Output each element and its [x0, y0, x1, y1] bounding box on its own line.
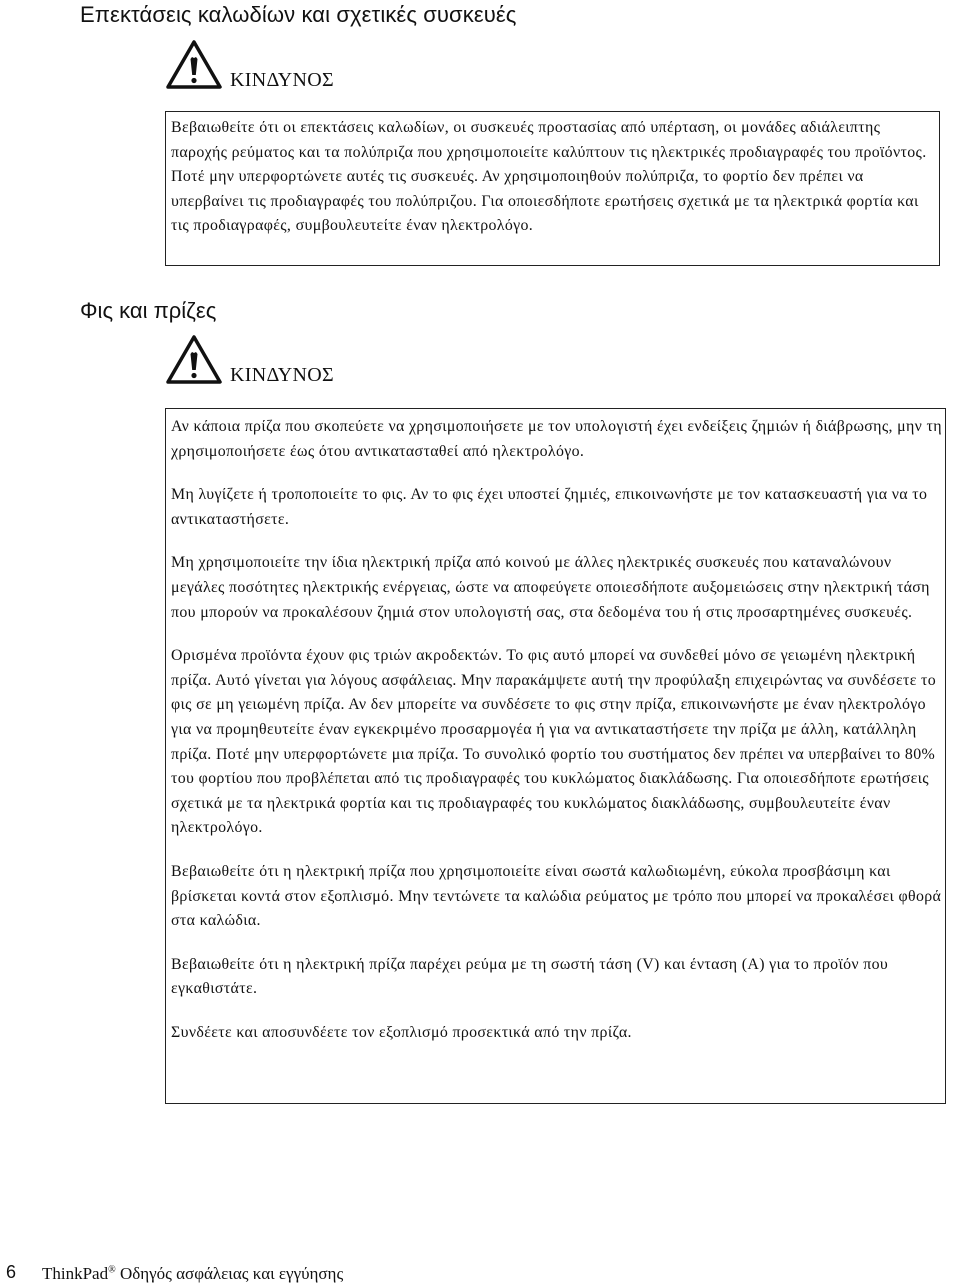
danger-paragraph: Βεβαιωθείτε ότι οι επεκτάσεις καλωδίων, οι συσκευές προστασίας από υπέρταση, οι μονάδες αδιάλειπτης παροχής ρεύματος και τα πολύπριζα που χρησιμοποιείτε καλύπτουν τις ηλεκτρικές προδιαγραφές του προϊόντος. Ποτέ μην υπερφορτώνετε αυτές τις συσκευές. Αν χρησιμοποιηθούν πολύπριζα, το φορτίο δεν πρέπει να υπερβαίνει τις προδιαγραφές του πολύπριζου. Για οποιεσδήποτε ερωτήσεις σχετικά με τα ηλεκτρικά φορτία και τις προδιαγραφές, συμβουλευτείτε έναν ηλεκτρολόγο. — [171, 119, 927, 235]
warning-triangle-icon — [166, 40, 222, 90]
danger-paragraph: Μη χρησιμοποιείτε την ίδια ηλεκτρική πρίζα από κοινού με άλλες ηλεκτρικές συσκευές που καταναλώνουν μεγάλες ποσότητες ηλεκτρικής ενέργειας, ώστε να αποφεύγετε οποιεσδήποτε αυξομειώσεις στην ηλεκτρική τάση που μπορούν να προκαλέσουν ζημιά στον υπολογιστή σας, στα δεδομένα του ή στις προσαρτημένες συσκευές. — [171, 554, 930, 621]
registered-mark: ® — [108, 1264, 116, 1276]
section-title-cable-extensions: Επεκτάσεις καλωδίων και σχετικές συσκευές — [80, 2, 517, 27]
page-number: 6 — [6, 1262, 17, 1282]
warning-triangle-icon — [166, 335, 222, 385]
book-title: Οδηγός ασφάλειας και εγγύησης — [119, 1264, 344, 1283]
danger-notice-header — [166, 335, 334, 385]
danger-paragraph: Αν κάποια πρίζα που σκοπεύετε να χρησιμοποιήσετε με τον υπολογιστή έχει ενδείξεις ζημιών ή διάβρωσης, μην τη χρησιμοποιήσετε έως ότου αντικατασταθεί από ηλεκτρολόγο. — [171, 418, 942, 460]
danger-paragraph: Μη λυγίζετε ή τροποποιείτε το φις. Αν το φις έχει υποστεί ζημιές, επικοινωνήστε με τον κατασκευαστή για να το αντικαταστήσετε. — [171, 486, 928, 528]
danger-label: ΚΙΝΔΥΝΟΣ — [230, 364, 334, 386]
section-title-plugs-outlets: Φις και πρίζες — [80, 298, 217, 323]
brand-name: ThinkPad — [42, 1264, 109, 1283]
footer-title — [42, 1264, 343, 1284]
danger-paragraph: Βεβαιωθείτε ότι η ηλεκτρική πρίζα παρέχει ρεύμα με τη σωστή τάση (V) και ένταση (A) για το προϊόν που εγκαθιστάτε. — [171, 955, 889, 998]
danger-paragraph: Ορισμένα προϊόντα έχουν φις τριών ακροδεκτών. Το φις αυτό μπορεί να συνδεθεί μόνο σε γειωμένη ηλεκτρική πρίζα. Αυτό γίνεται για λόγους ασφάλειας. Μην παρακάμψετε αυτή την προφύλαξη επιχειρώντας να συνδέσετε το φις σε μη γειωμένη πρίζα. Αν δεν μπορείτε να συνδέσετε το φις στην πρίζα, επικοινωνήστε με έναν ηλεκτρολόγο για να προμηθευτείτε έναν εγκεκριμένο προσαρμογέα ή για να αντικαταστήσετε την πρίζα με άλλη, κατάλληλη πρίζα. Ποτέ μην υπερφορτώνετε μια πρίζα. Το συνολικό φορτίο του συστήματος δεν πρέπει να υπερβαίνει το 80% του φορτίου που προβλέπεται από τις προδιαγραφές του κυκλώματος διακλάδωσης. Για οποιεσδήποτε ερωτήσεις σχετικά με τα ηλεκτρικά φορτία και τις προδιαγραφές του κυκλώματος διακλάδωσης, συμβουλευτείτε έναν ηλεκτρολόγο. — [171, 647, 937, 837]
danger-label: ΚΙΝΔΥΝΟΣ — [230, 69, 334, 91]
danger-paragraph: Βεβαιωθείτε ότι η ηλεκτρική πρίζα που χρησιμοποιείτε είναι σωστά καλωδιωμένη, εύκολα προσβάσιμη και βρίσκεται κοντά στον εξοπλισμό. Μην τεντώνετε τα καλώδια ρεύματος με τρόπο που μπορεί να προκαλέσει φθορά στα καλώδια. — [171, 862, 942, 930]
danger-notice-box — [165, 408, 946, 1104]
danger-notice-header — [166, 40, 334, 90]
danger-notice-box — [165, 111, 940, 266]
danger-paragraph: Συνδέετε και αποσυνδέετε τον εξοπλισμό προσεκτικά από την πρίζα. — [171, 1023, 632, 1041]
